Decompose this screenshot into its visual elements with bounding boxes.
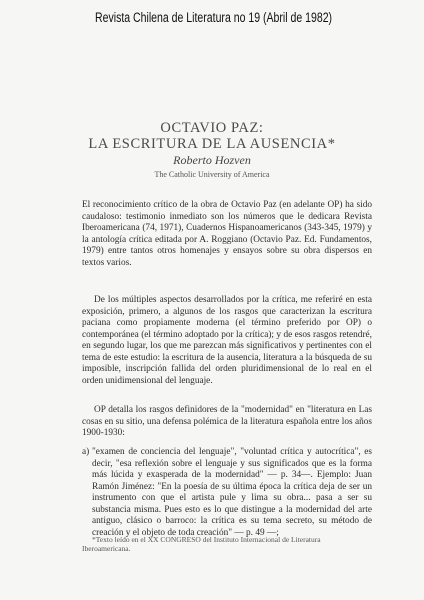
quotation-block [82,447,372,539]
article-title [0,120,424,152]
paragraph-3: OP detalla los rasgos definidores de la "modernidad" en "literatura en Las cosas en su sitio, una defensa polémica de la literatura española entre los años 1900-1930: [82,405,372,438]
footnote-line-2: Iberoamericana. [82,544,131,553]
journal-citation-stamp: Revista Chilena de Literatura no 19 (Abril de 1982) [95,10,333,25]
paragraph-2: De los múltiples aspectos desarrollados por la crítica, me referiré en esta exposición, primero, a algunos de los rasgos que caracterizan la escritura paciana como propiamente moderna (el término preferido por OP) o contemporánea (el término adoptado por la crítica); y de esos rasgos retendré, en segundo lugar, los que me parezcan más significativos y pertinentes con el tema de este estudio: la escritura de la ausencia, literatura a la búsqueda de su imposible, inscripción fallida del orden pluridimensional de lo real en el orden unidimensional del lenguaje. [82,295,372,386]
title-line-2: LA ESCRITURA DE LA AUSENCIA* [88,136,336,152]
author-name: Roberto Hozven [173,153,251,167]
paragraph-1: El reconocimiento crítico de la obra de Octavio Paz (en adelante OP) ha sido caudaloso: testimonio inmediato son los números que le dedicara Revista Iberoamericana (74, 1971), Cuadernos Hispanoamericanos (343-345, 1979) y la antología crítica editada por A. Roggiano (Octavio Paz. Ed. Fundamentos, 1979) entre tantos otros homenajes y ensayos sobre su obra dispersos en textos varios. [82,200,372,268]
footnote-line-1: *Texto leído en el XX CONGRESO del Instituto Internacional de Literatura [92,535,321,544]
quotation-text: "examen de conciencia del lenguaje", "voluntad crítica y autocrítica", es decir, "esa reflexión sobre el lenguaje y sus significados que es la forma más lúcida y exasperada de la modernidad" — p. 34—. Ejemplo: Juan Ramón Jiménez: "En la poesía de su última época la crítica deja de ser un instrumento con que el artista pule y lima su obra... pasa a ser su substancia misma. Pues esto es lo que distingue a la modernidad del arte antiguo, clásico o barroco: la crítica es su tema secreto, su método de creación y el objeto de toda creación" — p. 49 —; [92,447,372,538]
quotation-marker: a) [82,447,90,457]
author-affiliation: The Catholic University of America [154,170,270,179]
title-line-1: OCTAVIO PAZ: [160,120,264,136]
footnote [82,535,372,553]
